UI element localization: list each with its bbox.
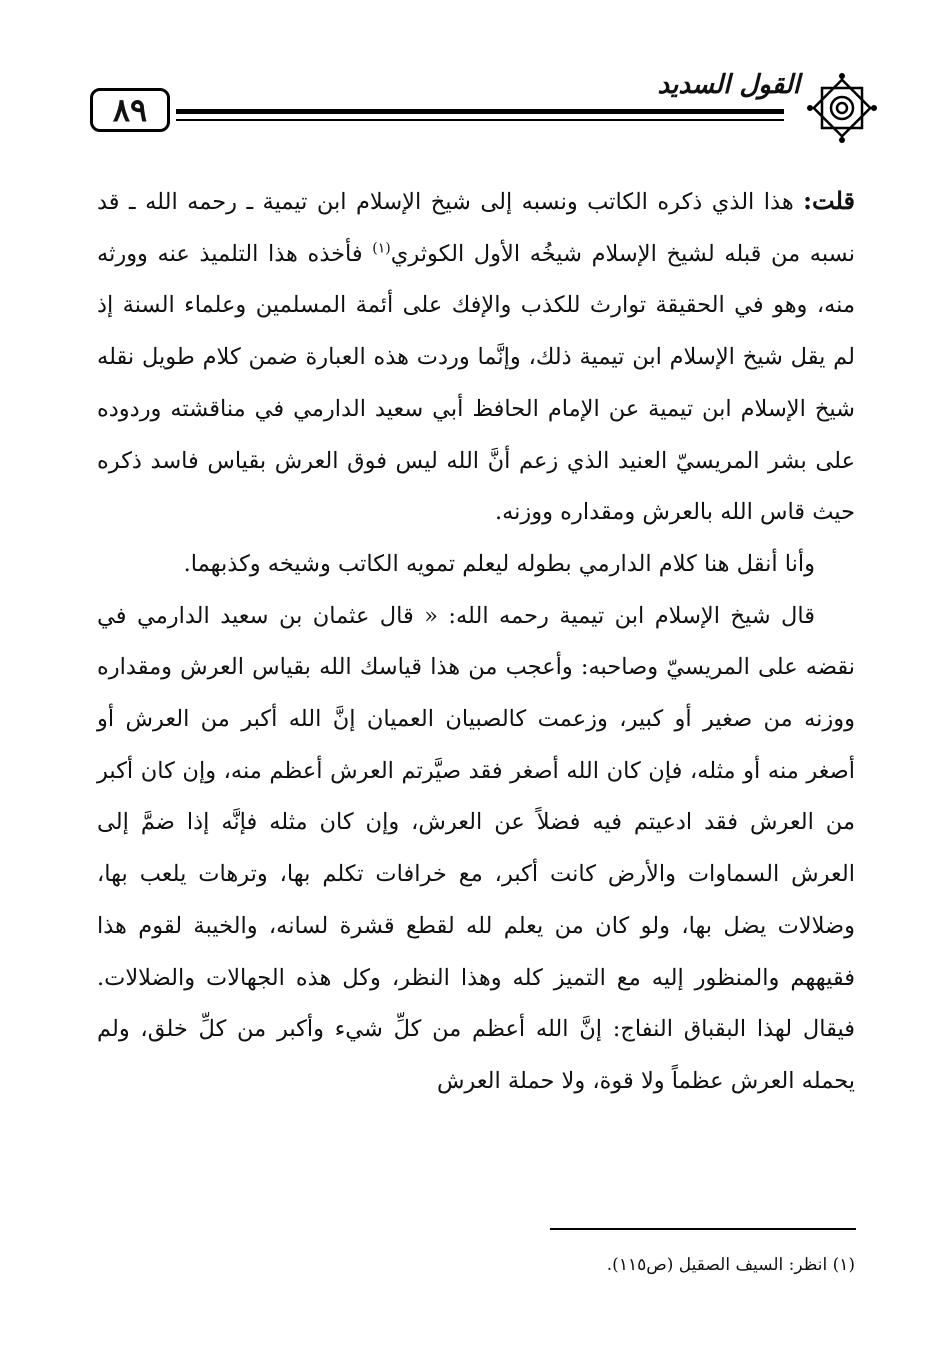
header-rule-thin — [176, 119, 784, 121]
footnote-reference[interactable]: (١) — [372, 240, 391, 257]
paragraph-3: قال شيخ الإسلام ابن تيمية رحمه الله: « قال عثمان بن سعيد الدارمي في نقضه على المريسيّ وصاحبه: وأعجب من هذا قياسك الله بقياس العرش ومقداره ووزنه من صغير أو كبير، وزعمت كالصبيان العميان إنَّ الله أكبر من العرش أو أصغر منه أو مثله، فإن كان الله أصغر فقد صيَّرتم العرش أعظم منه، وإن كان أكبر من العرش فقد ادعيتم فيه فضلاً عن العرش، وإن كان مثله فإنَّه إذا ضمَّ إلى العرش السماوات والأرض كانت أكبر، مع خرافات تكلم بها، وترهات يلعب بها، وضلالات يضل بها، ولو كان من يعلم لله لقطع قشرة لسانه، والخيبة لقوم هذا فقيههم والمنظور إليه مع التميز كله وهذا النظر، وكل هذه الجهالات والضلالات. فيقال لهذا البقباق النفاج: إنَّ الله أعظم من كلِّ شيء وأكبر من كلِّ خلق، ولم يحمله العرش عظماً ولا قوة، ولا حملة العرش — [97, 602, 855, 1094]
footnote: (١) انظر: السيف الصقيل (ص١١٥). — [606, 1255, 855, 1275]
paragraph-1 — [97, 175, 855, 539]
footnote-separator — [550, 1228, 856, 1230]
page-number: ٨٩ — [90, 88, 170, 132]
qult-label: قلت: — [803, 186, 855, 215]
header-rule-thick — [176, 109, 784, 114]
page-header — [90, 70, 880, 140]
main-text — [97, 175, 855, 1108]
paragraph-2: وأنا أنقل هنا كلام الدارمي بطوله ليعلم تمويه الكاتب وشيخه وكذبهما. — [183, 550, 815, 577]
ornament-icon — [804, 70, 880, 146]
paragraph-1-text-a: هذا الذي ذكره الكاتب ونسبه إلى شيخ الإسلام ابن تيمية ـ رحمه الله ـ قد نسبه من قبله لشيخ الإسلام شيخُه الأول الكوثري — [97, 189, 855, 267]
book-title: القول السديد — [657, 70, 800, 100]
paragraph-1-text-b: فأخذه هذا التلميذ عنه وورثه منه، وهو في الحقيقة توارث للكذب والإفك على أئمة المسلمين وعلماء السنة إذ لم يقل شيخ الإسلام ابن تيمية ذلك، وإنَّما وردت هذه العبارة ضمن كلام طويل نقله شيخ الإسلام ابن تيمية عن الإمام الحافظ أبي سعيد الدارمي في مناقشته وردوده على بشر المريسيّ العنيد الذي زعم أنَّ الله ليس فوق العرش بقياس فاسد ذكره حيث قاس الله بالعرش ومقداره ووزنه. — [97, 240, 855, 526]
